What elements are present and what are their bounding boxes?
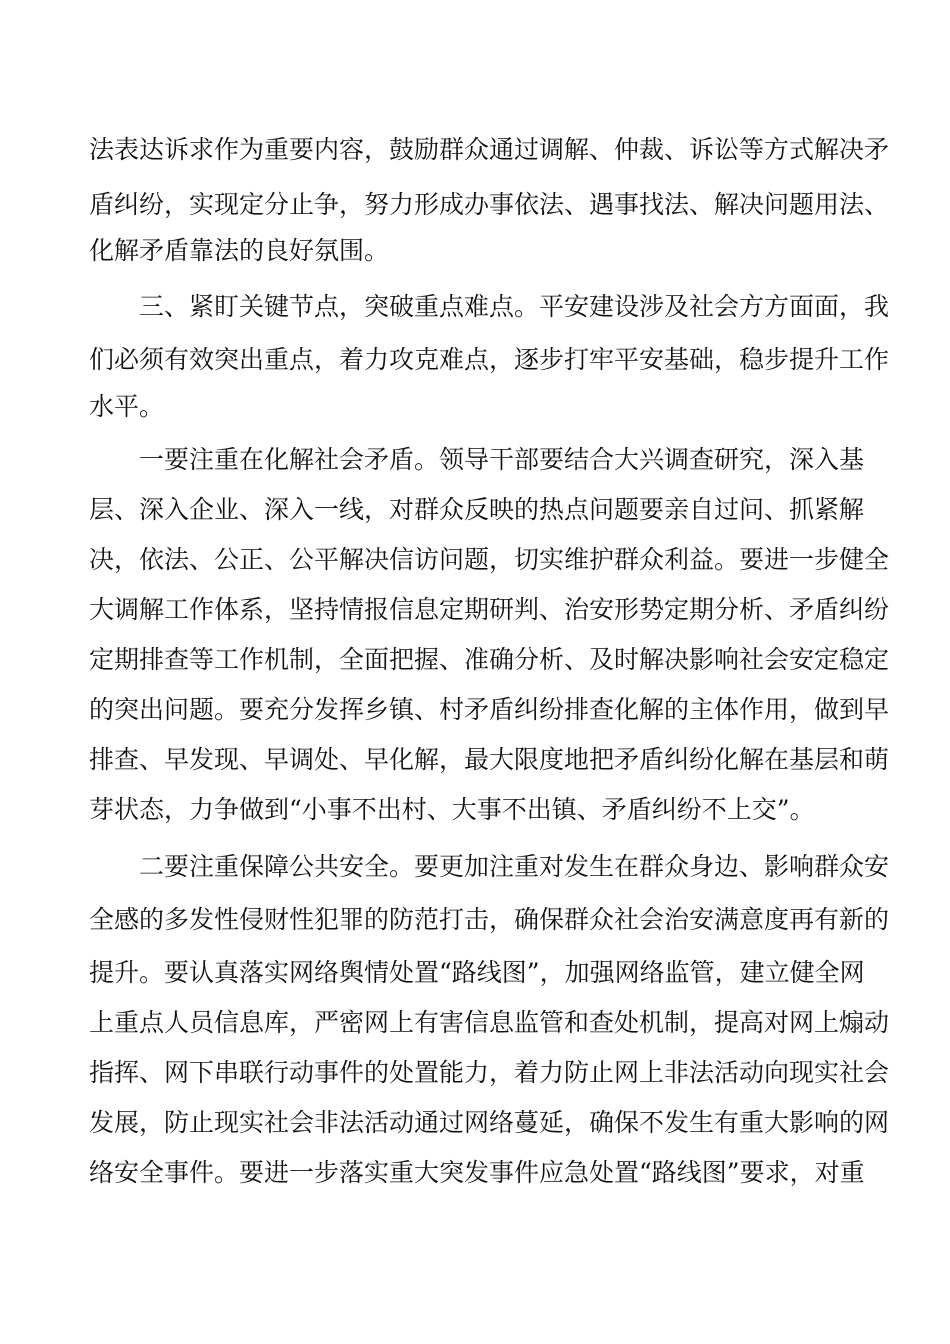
text-line: 们必须有效突出重点，着力攻克难点，逐步打牢平安基础，稳步提升工作 (89, 345, 890, 374)
text-line: 二要注重保障公共安全。要更加注重对发生在群众身边、影响群众安 (139, 852, 890, 881)
text-line: 层、深入企业、深入一线，对群众反映的热点问题要亲自过问、抓紧解 (89, 495, 865, 524)
text-line: 化解矛盾靠法的良好氛围。 (89, 236, 390, 265)
text-line: 盾纠纷，实现定分止争，努力形成办事依法、遇事找法、解决问题用法、 (89, 190, 890, 219)
paragraph-2-line-1 (0, 285, 950, 329)
paragraph-4-line-2 (0, 898, 950, 942)
paragraph-3-line-8 (0, 788, 950, 832)
paragraph-1-line-2 (0, 183, 950, 227)
paragraph-4-line-4 (0, 1001, 950, 1045)
paragraph-3-line-7 (0, 738, 950, 782)
paragraph-3-line-6 (0, 688, 950, 732)
text-line: 定期排查等工作机制，全面把握、准确分析、及时解决影响社会安定稳定 (89, 645, 890, 674)
text-line: 水平。 (89, 392, 165, 421)
text-line: 发展，防止现实社会非法活动通过网络蔓延，确保不发生有重大影响的网 (89, 1108, 890, 1137)
paragraph-1-line-3 (0, 229, 950, 273)
paragraph-4-line-5 (0, 1051, 950, 1095)
paragraph-2-line-2 (0, 338, 950, 382)
text-line: 的突出问题。要充分发挥乡镇、村矛盾纠纷排查化解的主体作用，做到早 (89, 695, 890, 724)
text-line: 络安全事件。要进一步落实重大突发事件应急处置“路线图”要求，对重 (89, 1158, 865, 1187)
paragraph-3-line-1 (0, 438, 950, 482)
text-line: 全感的多发性侵财性犯罪的防范打击，确保群众社会治安满意度再有新的 (89, 905, 890, 934)
text-line: 提升。要认真落实网络舆情处置“路线图”，加强网络监管，建立健全网 (89, 958, 865, 987)
paragraph-2-line-3 (0, 385, 950, 429)
paragraph-3-line-2 (0, 488, 950, 532)
paragraph-4-line-7 (0, 1151, 950, 1195)
text-line: 一要注重在化解社会矛盾。领导干部要结合大兴调查研究，深入基 (139, 445, 865, 474)
paragraph-1-line-1 (0, 128, 950, 172)
text-line: 排查、早发现、早调处、早化解，最大限度地把矛盾纠纷化解在基层和萌 (89, 745, 890, 774)
paragraph-4-line-6 (0, 1101, 950, 1145)
text-line: 指挥、网下串联行动事件的处置能力，着力防止网上非法活动向现实社会 (89, 1058, 890, 1087)
text-line: 大调解工作体系，坚持情报信息定期研判、治安形势定期分析、矛盾纠纷 (89, 595, 890, 624)
paragraph-3-line-3 (0, 538, 950, 582)
paragraph-4-line-1 (0, 845, 950, 889)
paragraph-3-line-4 (0, 588, 950, 632)
text-line: 上重点人员信息库，严密网上有害信息监管和查处机制，提高对网上煽动 (89, 1008, 890, 1037)
text-line: 三、紧盯关键节点，突破重点难点。平安建设涉及社会方方面面，我 (139, 292, 890, 321)
text-line: 芽状态，力争做到“小事不出村、大事不出镇、矛盾纠纷不上交”。 (89, 795, 815, 824)
paragraph-3-line-5 (0, 638, 950, 682)
text-line: 法表达诉求作为重要内容，鼓励群众通过调解、仲裁、诉讼等方式解决矛 (89, 135, 890, 164)
text-line: 决，依法、公正、公平解决信访问题，切实维护群众利益。要进一步健全 (89, 545, 890, 574)
paragraph-4-line-3 (0, 951, 950, 995)
